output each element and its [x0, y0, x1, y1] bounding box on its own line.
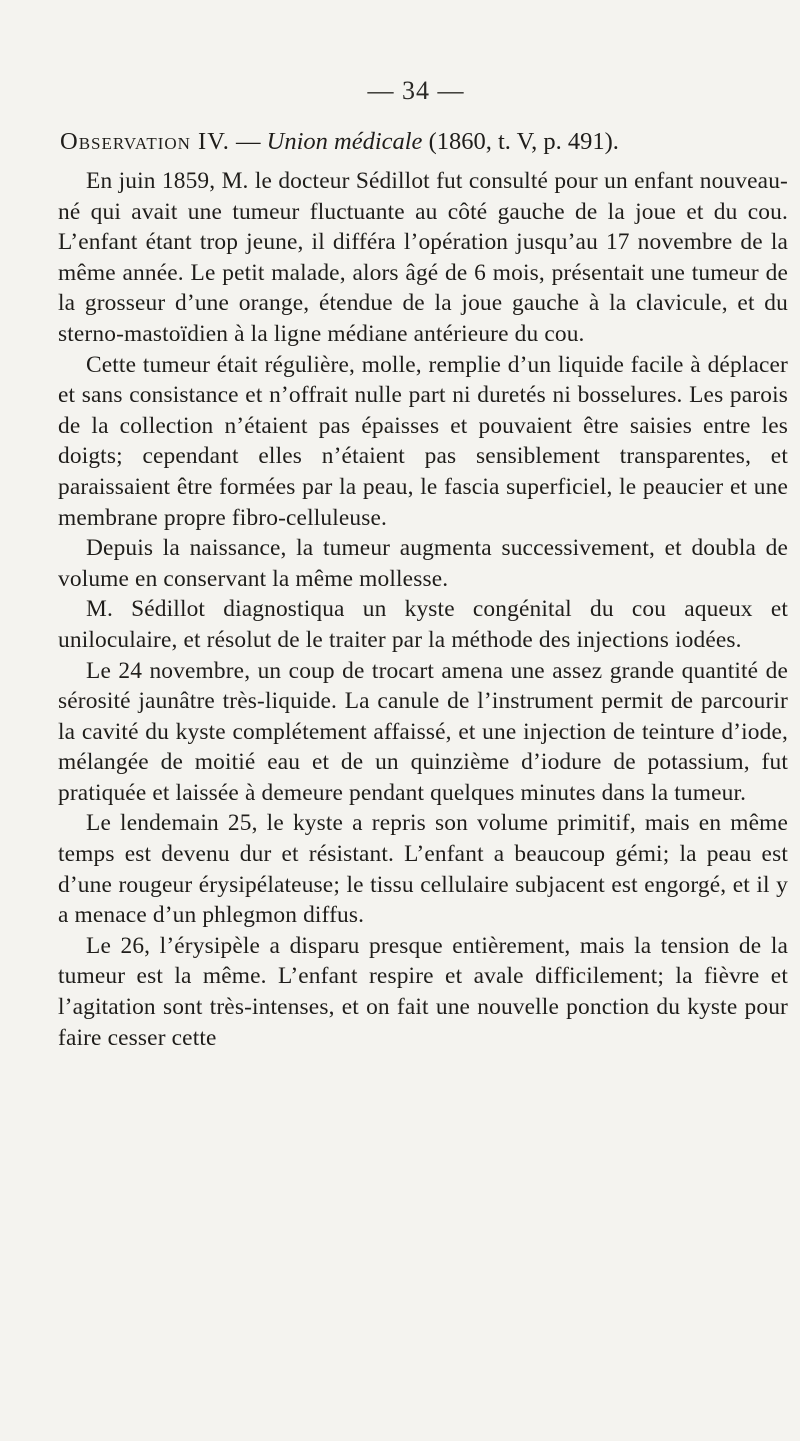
journal-reference: (1860, t. V, p. 491).: [422, 128, 619, 155]
paragraph: Le lendemain 25, le kyste a repris son volume primitif, mais en même temps est devenu dur et résistant. L’enfant a beaucoup gémi; la peau est d’une rougeur érysipélateuse; le tissu cellulaire subjacent est engorgé, et il y a menace d’un phlegmon diffus.: [58, 810, 788, 929]
page-number: — 34 —: [367, 76, 465, 105]
observation-label: Observation IV.: [60, 128, 230, 155]
paragraph: Depuis la naissance, la tumeur augmenta successivement, et doubla de volume en conservant la même mollesse.: [58, 535, 788, 592]
paragraph: Le 24 novembre, un coup de trocart amena une assez grande quantité de sérosité jaunâtre très-liquide. La canule de l’instrument permit de parcourir la cavité du kyste complétement affaissé, et une injection de teinture d’iode, mélangée de moitié eau et de un quinzième d’iodure de potassium, fut pratiquée et laissée à demeure pendant quelques minutes dans la tumeur.: [58, 657, 788, 806]
observation-heading: [58, 126, 788, 158]
paragraph: Le 26, l’érysipèle a disparu presque entièrement, mais la tension de la tumeur est la même. L’enfant respire et avale difficilement; la fièvre et l’agitation sont très-intenses, et on fait une nouvelle ponction du kyste pour faire cesser cette: [58, 932, 788, 1051]
paragraph: M. Sédillot diagnostiqua un kyste congénital du cou aqueux et uniloculaire, et résolut de le traiter par la méthode des injections iodées.: [58, 596, 788, 653]
paragraph: En juin 1859, M. le docteur Sédillot fut consulté pour un enfant nouveau-né qui avait une tumeur fluctuante au côté gauche de la joue et du cou. L’enfant étant trop jeune, il différa l’opération jusqu’au 17 novembre de la même année. Le petit malade, alors âgé de 6 mois, présentait une tumeur de la grosseur d’une orange, étendue de la joue gauche à la clavicule, et du sterno-mastoïdien à la ligne médiane antérieure du cou.: [58, 168, 788, 347]
observation-dash: —: [229, 128, 267, 155]
body-text: [58, 166, 788, 1053]
paragraph: Cette tumeur était régulière, molle, remplie d’un liquide facile à déplacer et sans consistance et n’offrait nulle part ni duretés ni bosselures. Les parois de la collection n’étaient pas épaisses et pouvaient être saisies entre les doigts; cependant elles n’étaient pas sensiblement transparentes, et paraissaient être formées par la peau, le fascia superficiel, le peaucier et une membrane propre fibro-celluleuse.: [58, 351, 788, 531]
journal-title: Union médicale: [266, 128, 423, 155]
document-page: [58, 0, 788, 1053]
